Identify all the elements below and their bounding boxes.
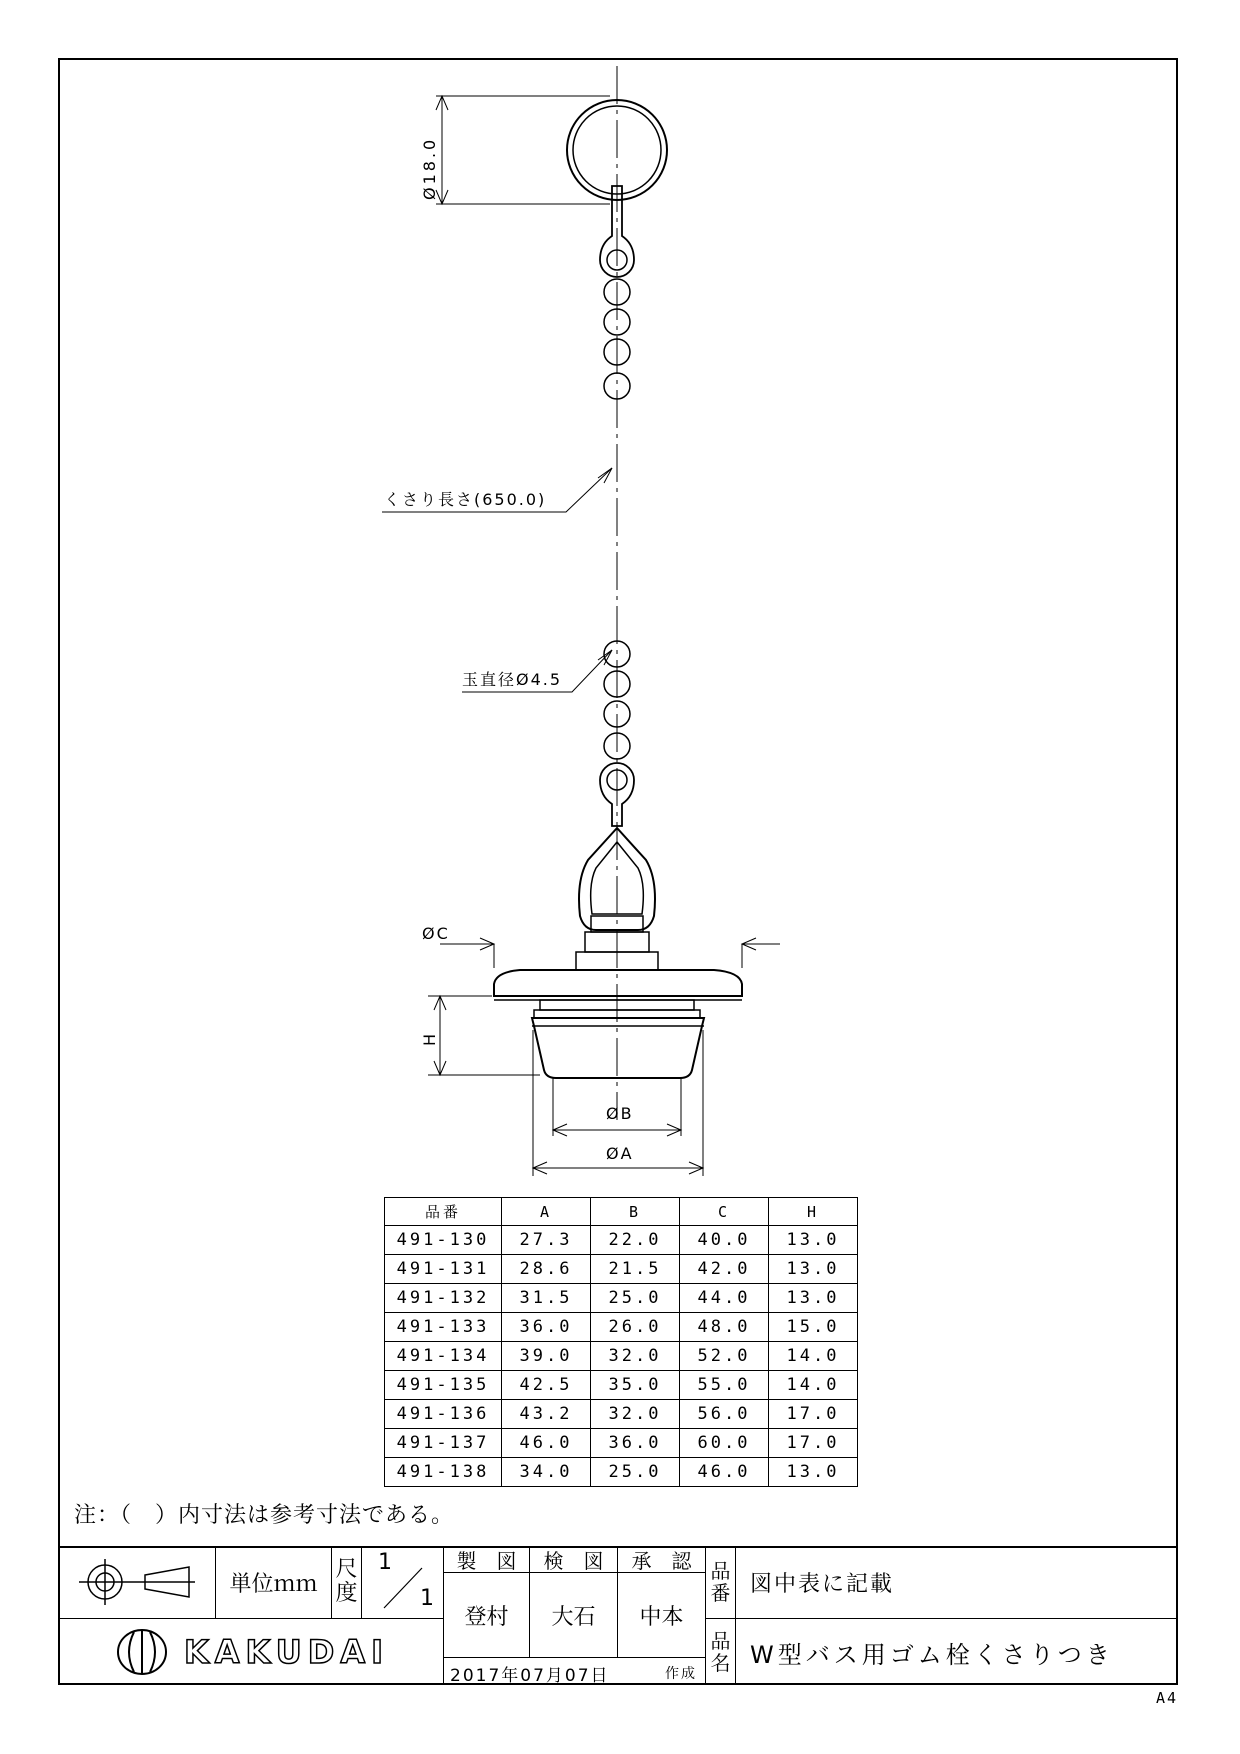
hinmei-label-2: 名 bbox=[710, 1651, 731, 1675]
projection-symbol-cell bbox=[58, 1546, 216, 1619]
scale-label-cell bbox=[332, 1546, 362, 1619]
table-row bbox=[385, 1342, 858, 1371]
table-cell: 48.0 bbox=[680, 1313, 769, 1342]
title-block bbox=[58, 1546, 1178, 1685]
table-row bbox=[385, 1429, 858, 1458]
hinban-label-1: 品 bbox=[710, 1559, 731, 1583]
scale-cell bbox=[362, 1546, 444, 1619]
table-cell: 13.0 bbox=[769, 1458, 858, 1487]
rubber-body bbox=[532, 1018, 704, 1078]
table-header: A bbox=[502, 1198, 591, 1226]
shonin-label: 承 認 bbox=[618, 1546, 706, 1573]
table-cell: 36.0 bbox=[591, 1429, 680, 1458]
dia-c-label: ØC bbox=[422, 924, 450, 943]
date-cell bbox=[444, 1657, 706, 1686]
table-cell: 25.0 bbox=[591, 1284, 680, 1313]
table-row bbox=[385, 1284, 858, 1313]
table-cell: 32.0 bbox=[591, 1342, 680, 1371]
kakudai-logo-icon bbox=[112, 1627, 172, 1677]
ring-diameter-label: Ø18.0 bbox=[420, 136, 439, 200]
table-cell: 40.0 bbox=[680, 1226, 769, 1255]
table-cell: 491-136 bbox=[385, 1400, 502, 1429]
scale-denominator: 1 bbox=[420, 1586, 434, 1611]
table-cell: 491-130 bbox=[385, 1226, 502, 1255]
table-cell: 27.3 bbox=[502, 1226, 591, 1255]
hinmei-label-1: 品 bbox=[710, 1629, 731, 1653]
table-cell: 52.0 bbox=[680, 1342, 769, 1371]
table-cell: 42.0 bbox=[680, 1255, 769, 1284]
table-cell: 491-138 bbox=[385, 1458, 502, 1487]
table-cell: 55.0 bbox=[680, 1371, 769, 1400]
stopper-flange bbox=[494, 970, 742, 996]
table-header: H bbox=[769, 1198, 858, 1226]
table-cell: 22.0 bbox=[591, 1226, 680, 1255]
table-cell: 491-131 bbox=[385, 1255, 502, 1284]
table-row bbox=[385, 1255, 858, 1284]
company-logo-text: KAKUDAI bbox=[183, 1633, 389, 1671]
table-cell: 44.0 bbox=[680, 1284, 769, 1313]
table-cell: 491-137 bbox=[385, 1429, 502, 1458]
table-cell: 25.0 bbox=[591, 1458, 680, 1487]
table-cell: 14.0 bbox=[769, 1371, 858, 1400]
table-row bbox=[385, 1458, 858, 1487]
table-header: B bbox=[591, 1198, 680, 1226]
checker-name: 大石 bbox=[530, 1573, 618, 1657]
paper-size-label: A4 bbox=[1155, 1689, 1178, 1707]
table-cell: 34.0 bbox=[502, 1458, 591, 1487]
table-header: C bbox=[680, 1198, 769, 1226]
table-header: 品番 bbox=[385, 1198, 502, 1226]
created-label: 作成 bbox=[665, 1666, 697, 1682]
scale-label-2: 度 bbox=[335, 1581, 358, 1606]
table-cell: 28.6 bbox=[502, 1255, 591, 1284]
table-cell: 46.0 bbox=[680, 1458, 769, 1487]
kenzu-label: 検 図 bbox=[530, 1546, 618, 1573]
table-row bbox=[385, 1313, 858, 1342]
third-angle-projection-icon bbox=[77, 1557, 197, 1607]
hinmei-label bbox=[706, 1619, 736, 1685]
table-cell: 56.0 bbox=[680, 1400, 769, 1429]
hinban-label-2: 番 bbox=[710, 1581, 731, 1605]
reference-note: 注：（ ）内寸法は参考寸法である。 bbox=[74, 1503, 455, 1528]
table-cell: 17.0 bbox=[769, 1429, 858, 1458]
table-cell: 14.0 bbox=[769, 1342, 858, 1371]
table-cell: 39.0 bbox=[502, 1342, 591, 1371]
date-text: 2017年07月07日 bbox=[450, 1666, 610, 1686]
table-cell: 491-135 bbox=[385, 1371, 502, 1400]
table-cell: 36.0 bbox=[502, 1313, 591, 1342]
table-row bbox=[385, 1226, 858, 1255]
table-row bbox=[385, 1371, 858, 1400]
table-row bbox=[385, 1400, 858, 1429]
table-cell: 491-133 bbox=[385, 1313, 502, 1342]
table-cell: 42.5 bbox=[502, 1371, 591, 1400]
table-cell: 31.5 bbox=[502, 1284, 591, 1313]
chain-length-label: くさり長さ(650.0) bbox=[384, 490, 547, 509]
product-name: W型バス用ゴム栓くさりつき bbox=[750, 1640, 1114, 1669]
table-cell: 43.2 bbox=[502, 1400, 591, 1429]
seizu-label: 製 図 bbox=[444, 1546, 530, 1573]
dia-b-label: ØB bbox=[606, 1104, 634, 1123]
table-cell: 21.5 bbox=[591, 1255, 680, 1284]
table-cell: 13.0 bbox=[769, 1284, 858, 1313]
table-cell: 46.0 bbox=[502, 1429, 591, 1458]
unit-cell: 単位ｍｍ bbox=[216, 1546, 332, 1619]
table-cell: 13.0 bbox=[769, 1226, 858, 1255]
table-cell: 35.0 bbox=[591, 1371, 680, 1400]
scale-label-1: 尺 bbox=[335, 1556, 358, 1582]
table-cell: 26.0 bbox=[591, 1313, 680, 1342]
hinban-label bbox=[706, 1546, 736, 1619]
height-label: H bbox=[420, 1030, 439, 1046]
table-cell: 491-132 bbox=[385, 1284, 502, 1313]
scale-numerator: 1 bbox=[378, 1550, 392, 1575]
drafter-name: 登村 bbox=[444, 1573, 530, 1657]
spec-table bbox=[384, 1197, 858, 1487]
ball-diameter-label: 玉直径Ø4.5 bbox=[462, 670, 563, 689]
approver-name: 中本 bbox=[618, 1573, 706, 1657]
table-cell: 13.0 bbox=[769, 1255, 858, 1284]
logo-cell bbox=[58, 1619, 444, 1685]
table-cell: 17.0 bbox=[769, 1400, 858, 1429]
dia-a-label: ØA bbox=[606, 1144, 634, 1163]
table-cell: 60.0 bbox=[680, 1429, 769, 1458]
table-header-row bbox=[385, 1198, 858, 1226]
table-cell: 32.0 bbox=[591, 1400, 680, 1429]
table-cell: 491-134 bbox=[385, 1342, 502, 1371]
table-cell: 15.0 bbox=[769, 1313, 858, 1342]
hinban-value: 図中表に記載 bbox=[736, 1546, 1178, 1619]
